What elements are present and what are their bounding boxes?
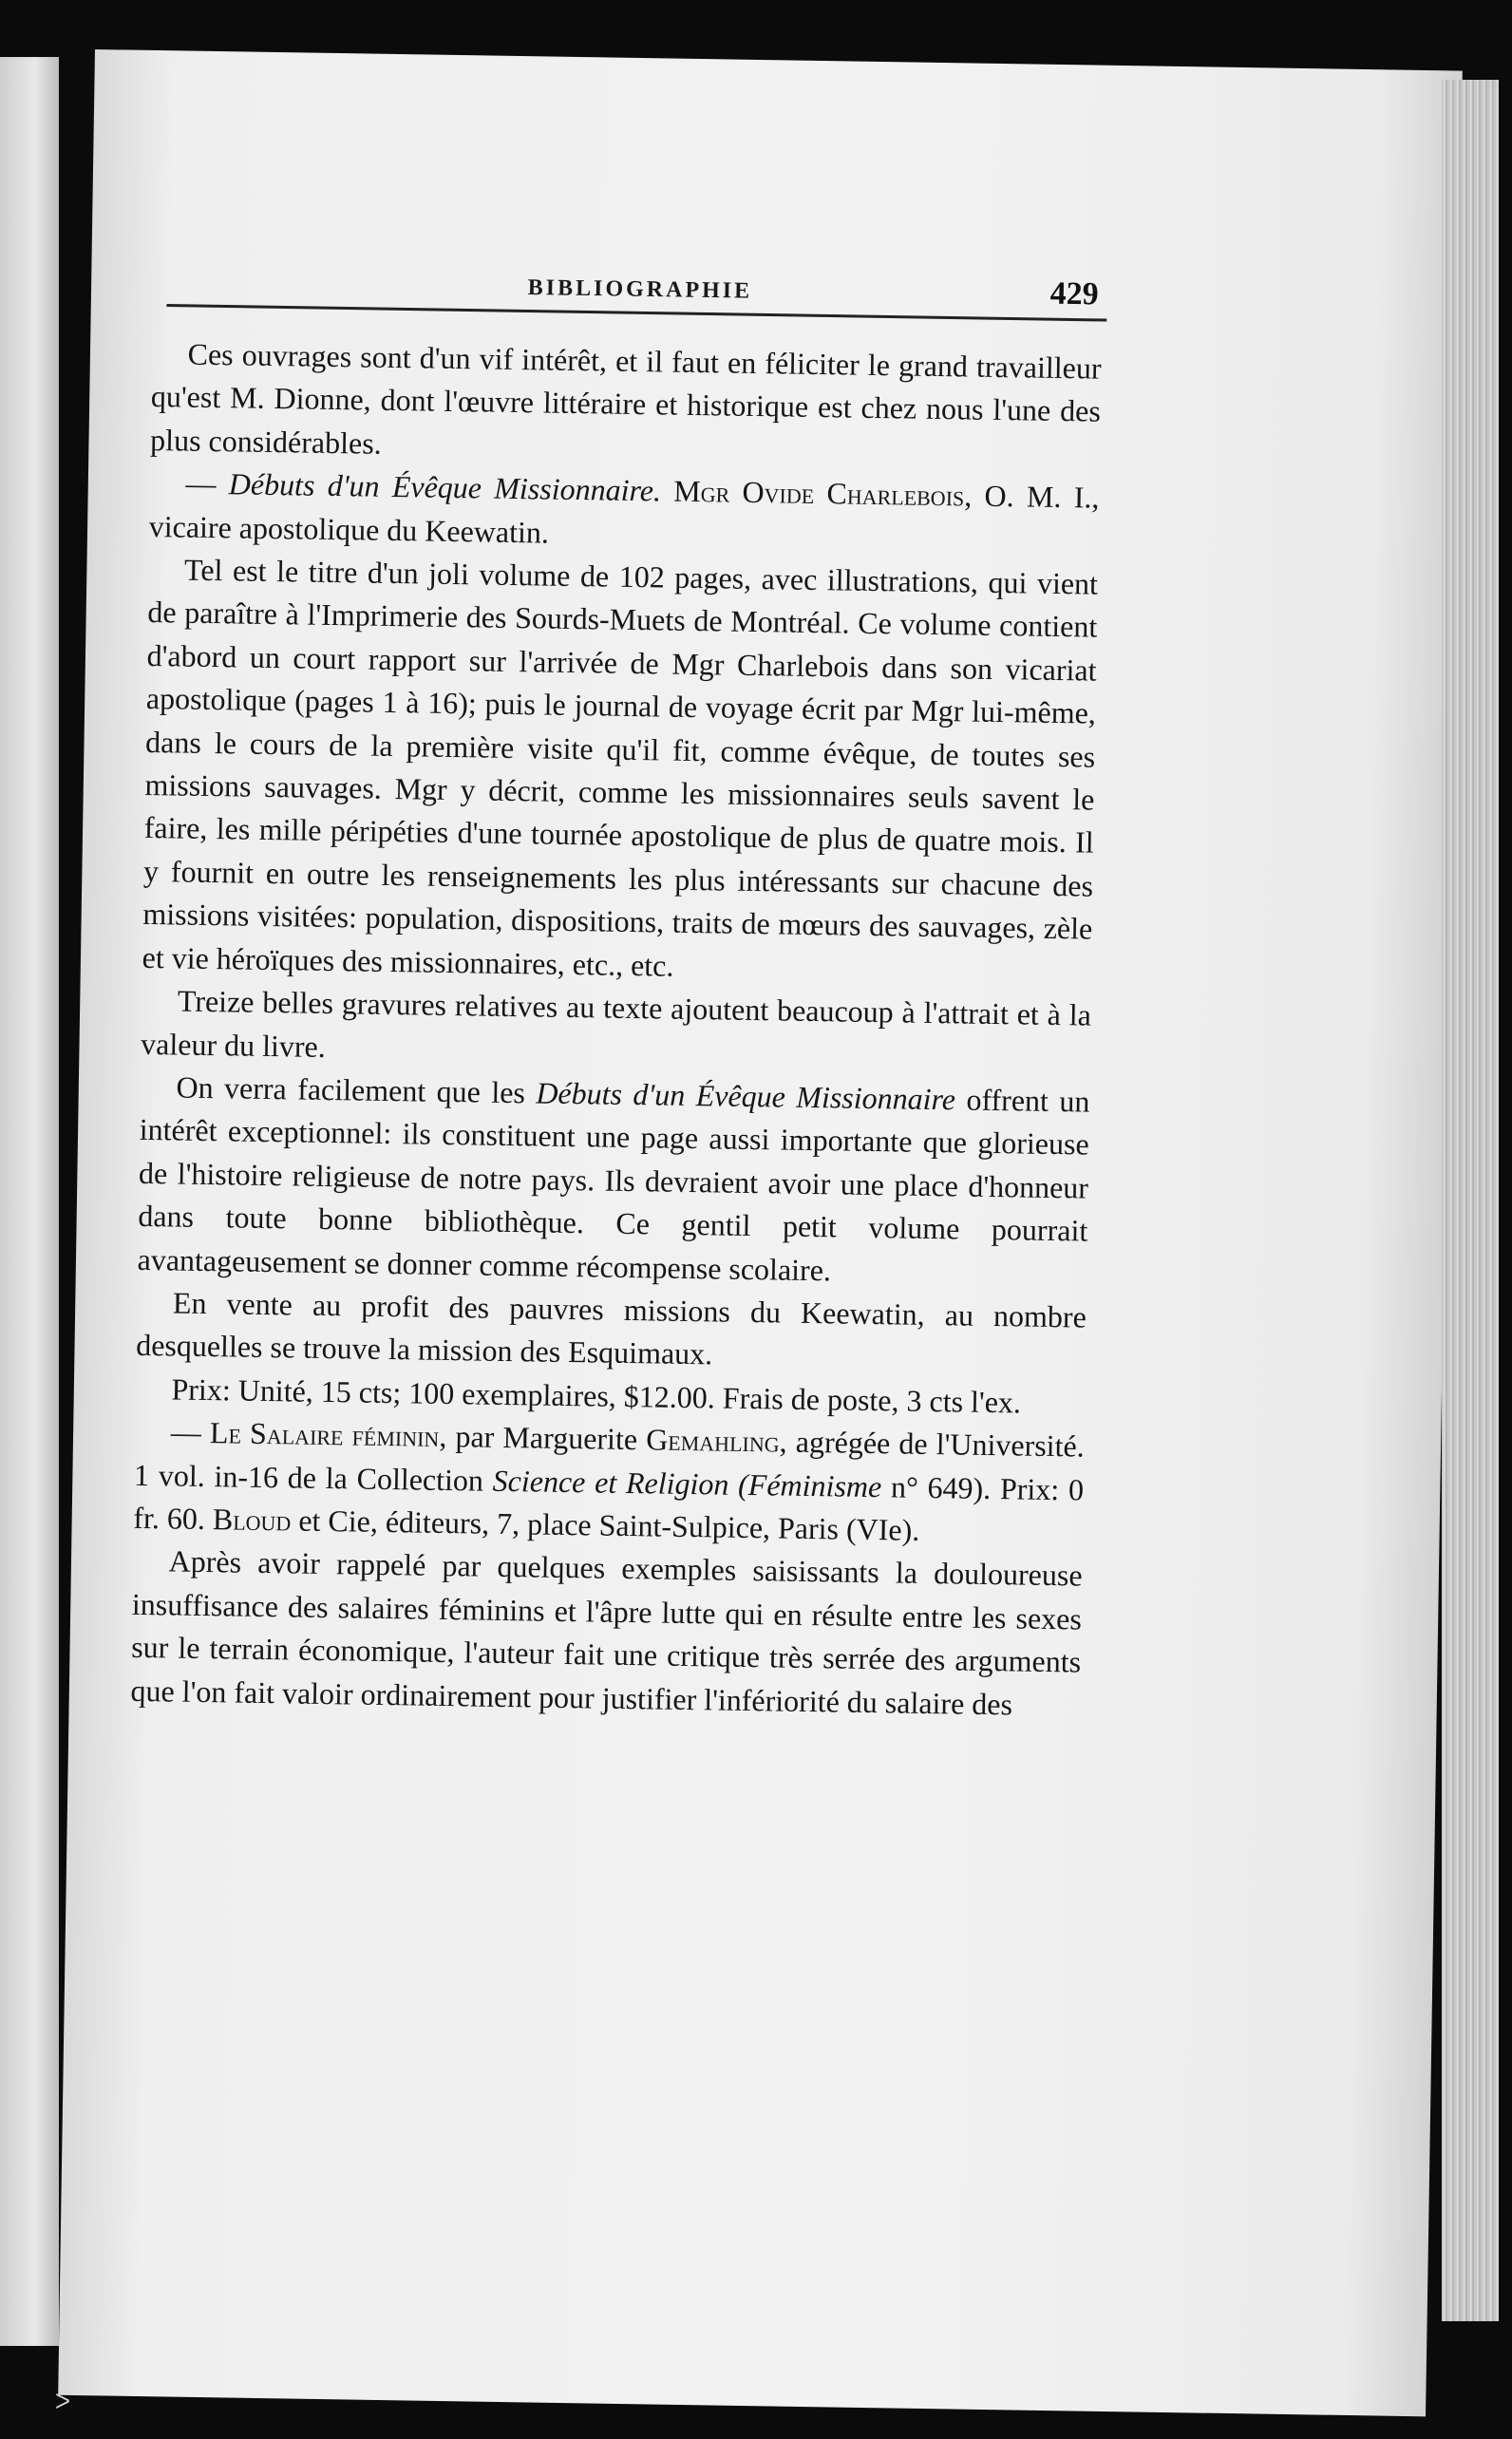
publisher-bloud: Bloud [212,1502,292,1538]
author-gemahling: Gemahling [645,1422,780,1459]
paragraph-vente: En vente au profit des pauvres missions du Keewatin, au nombre desquelles se trouve la mission des Esquimaux. [135,1285,1087,1371]
paragraph-debuts-citation: — Débuts d'un Évêque Missionnaire. Mgr Ovide Charlebois, O. M. I., vicaire apostolique du Keewatin. [148,465,1100,550]
paragraph-interet: On verra facilement que les Débuts d'un Évêque Missionnaire offrent un intérêt exceptionnel: ils constituent une page aussi importante que glorieuse de l'histoire religieuse de notre pays. Ils devraient avoir une place d'honneur dans toute bonne bibliothèque. Ce gentil petit volume pourrait avantageusement se donner comme récompense scolaire. [137,1069,1090,1287]
margin-mark: ᐳ [55,2390,71,2413]
book-title-debuts: Débuts d'un Évêque Missionnaire. [228,466,662,508]
page-body [130,332,1102,1728]
header-rule [166,304,1106,322]
paragraph-prix: Prix: Unité, 15 cts; 100 exemplaires, $12.00. Frais de poste, 3 cts l'ex. [171,1371,1022,1420]
paragraph-gravures: Treize belles gravures relatives au texte ajoutent beaucoup à l'attrait et à la valeur du livre. [140,983,1092,1064]
paragraph-dionne: Ces ouvrages sont d'un vif intérêt, et il faut en féliciter le grand travailleur qu'est M. Dionne, dont l'œuvre littéraire et historique est chez nous l'une des plus considérables. [149,336,1102,461]
running-title: BIBLIOGRAPHIE [527,274,753,304]
page-number: 429 [1049,275,1100,312]
book-title-salaire: Le Salaire féminin [209,1415,440,1454]
paragraph-salaire-citation: — Le Salaire féminin, par Marguerite Gemahling, agrégée de l'Université. 1 vol. in-16 de la Collection Science et Religion (Féminisme n° 649). Prix: 0 fr. 60. Bloud et Cie, éditeurs, 7, place Saint-Sulpice, Paris (VIe). [133,1414,1085,1547]
page-stack-edge [1442,80,1499,2321]
collection-name: Science et Religion (Féminisme [492,1463,882,1503]
author-charlebois: Mgr Ovide Charlebois [660,473,965,513]
paragraph-description: Tel est le titre d'un joli volume de 102 pages, avec illustrations, qui vient de paraître à l'Imprimerie des Sourds-Muets de Montréal. Ce volume contient d'abord un court rapport sur l'arrivée de Mgr Charlebois dans son vicariat apostolique (pages 1 à 16); puis le journal de voyage écrit par Mgr lui-même, dans le cours de la première visite qu'il fit, comme évêque, de toutes ses missions sauvages. Mgr y décrit, comme les missionnaires seuls savent le faire, les mille péripéties d'une tournée apostolique de plus de quatre mois. Il y fournit en outre les renseignements les plus intéressants sur chacune des missions visitées: population, dispositions, traits de mœurs des sauvages, zèle et vie héroïques des missionnaires, etc., etc. [142,552,1099,983]
book-title-debuts-2: Débuts d'un Évêque Missionnaire [536,1075,956,1117]
facing-page-edge [0,57,59,2346]
paragraph-salaire-summary: Après avoir rappelé par quelques exemples saisissants la douloureuse insuffisance des salaires féminins et l'âpre lutte qui en résulte entre les sexes sur le terrain économique, l'auteur fait une critique très serrée des arguments que l'on fait valoir ordinairement pour justifier l'infériorité du salaire des [130,1543,1083,1722]
